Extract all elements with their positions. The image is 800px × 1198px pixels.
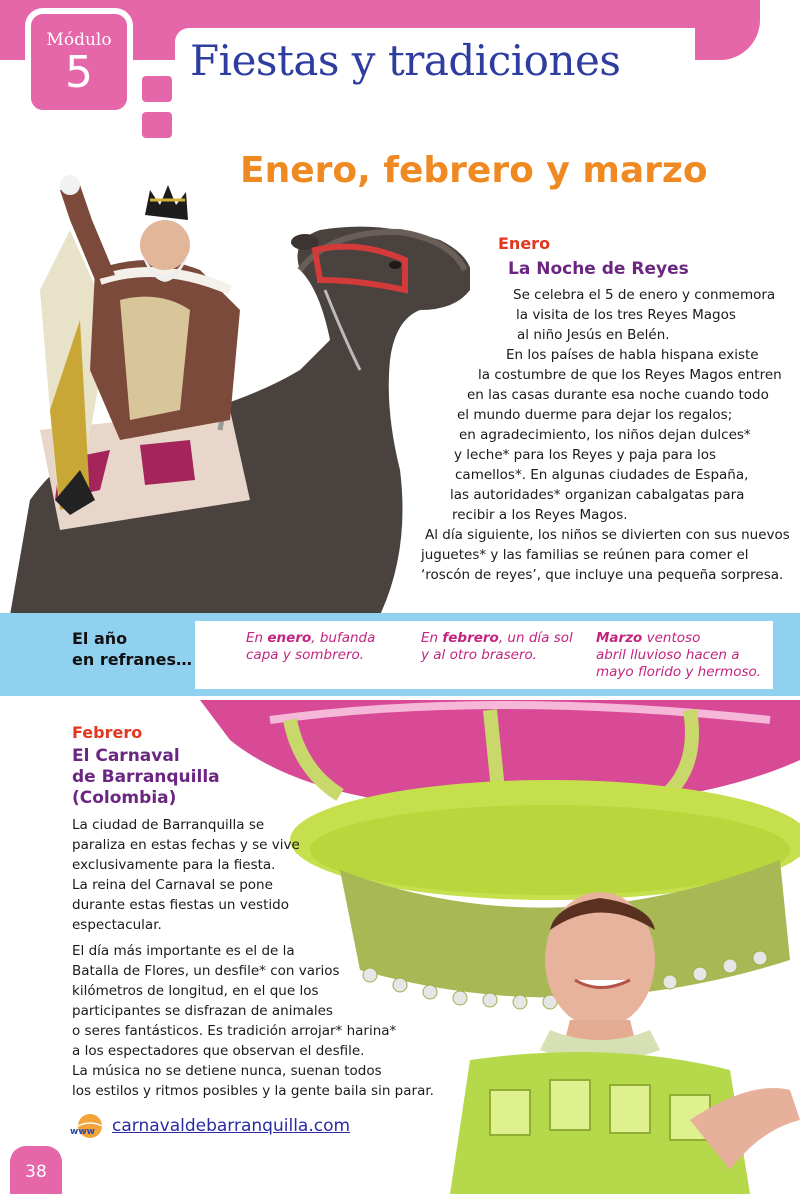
page-title: Fiestas y tradiciones	[190, 36, 621, 85]
refranes-title	[72, 628, 192, 670]
text-line: kilómetros de longitud, en el que los	[72, 983, 319, 999]
heading-line: (Colombia)	[72, 788, 177, 808]
text-line: La reina del Carnaval se pone	[72, 877, 273, 893]
text-line: La música no se detiene nunca, suenan todos	[72, 1063, 382, 1079]
text-line: o seres fantásticos. Es tradición arrojar* harina*	[72, 1023, 397, 1039]
text-line: paraliza en estas fechas y se vive	[72, 837, 300, 853]
month-enero: Enero	[498, 234, 551, 253]
text-line: la visita de los tres Reyes Magos	[516, 307, 736, 323]
refranes-title-line2: en refranes…	[72, 650, 192, 669]
text-line: juguetes* y las familias se reúnen para comer el	[421, 547, 749, 563]
heading-line: de Barranquilla	[72, 767, 220, 787]
text-line: en las casas durante esa noche cuando todo	[467, 387, 769, 403]
refran-febrero: En febrero, un día sol y al otro brasero.	[421, 630, 573, 663]
text-line: exclusivamente para la fiesta.	[72, 857, 276, 873]
heading-carnaval	[72, 746, 220, 809]
heading-noche-de-reyes: La Noche de Reyes	[508, 259, 689, 279]
paragraph-carnaval-1	[72, 815, 300, 935]
text-line: las autoridades* organizan cabalgatas para	[450, 487, 745, 503]
text-line: espectacular.	[72, 917, 162, 933]
text-line: a los espectadores que observan el desfile.	[72, 1043, 365, 1059]
text-line: el mundo duerme para dejar los regalos;	[457, 407, 733, 423]
decorative-square	[142, 76, 172, 102]
module-label: Módulo	[46, 30, 112, 50]
page-subtitle: Enero, febrero y marzo	[240, 150, 708, 191]
text-line: durante estas fiestas un vestido	[72, 897, 289, 913]
heading-line: El Carnaval	[72, 746, 180, 766]
text-line: recibir a los Reyes Magos.	[452, 507, 628, 523]
text-line: participantes se disfrazan de animales	[72, 1003, 333, 1019]
module-badge	[25, 8, 133, 116]
text-line: los estilos y ritmos posibles y la gente baila sin parar.	[72, 1083, 434, 1099]
refran-marzo: Marzo ventoso abril lluvioso hacen a mayo florido y hermoso.	[596, 630, 762, 680]
module-number: 5	[65, 47, 93, 98]
globe-www-icon	[70, 1112, 104, 1140]
month-febrero: Febrero	[72, 723, 143, 742]
carnaval-link[interactable]: carnavaldebarranquilla.com	[112, 1116, 351, 1136]
text-line: En los países de habla hispana existe	[506, 347, 759, 363]
text-line: Se celebra el 5 de enero y conmemora	[513, 287, 776, 303]
text-line: ‘roscón de reyes’, que incluye una pequeña sorpresa.	[421, 567, 784, 583]
decorative-square	[142, 112, 172, 138]
text-line: camellos*. En algunas ciudades de España,	[455, 467, 749, 483]
text-line: en agradecimiento, los niños dejan dulces*	[459, 427, 751, 443]
text-line: El día más importante es el de la	[72, 943, 295, 959]
text-line: Batalla de Flores, un desfile* con varios	[72, 963, 340, 979]
text-line: la costumbre de que los Reyes Magos entren	[478, 367, 782, 383]
refran-enero: En enero, bufanda capa y sombrero.	[246, 630, 376, 663]
text-line: y leche* para los Reyes y paja para los	[454, 447, 717, 463]
text-line: Al día siguiente, los niños se divierten con sus nuevos	[425, 527, 790, 543]
page-number: 38	[10, 1146, 62, 1194]
www-badge-text: www	[70, 1127, 95, 1137]
reyes-magos-camel-photo	[0, 170, 470, 615]
refranes-title-line1: El año	[72, 629, 128, 648]
paragraph-carnaval-2	[72, 941, 434, 1101]
text-line: al niño Jesús en Belén.	[517, 327, 670, 343]
text-line: La ciudad de Barranquilla se	[72, 817, 265, 833]
